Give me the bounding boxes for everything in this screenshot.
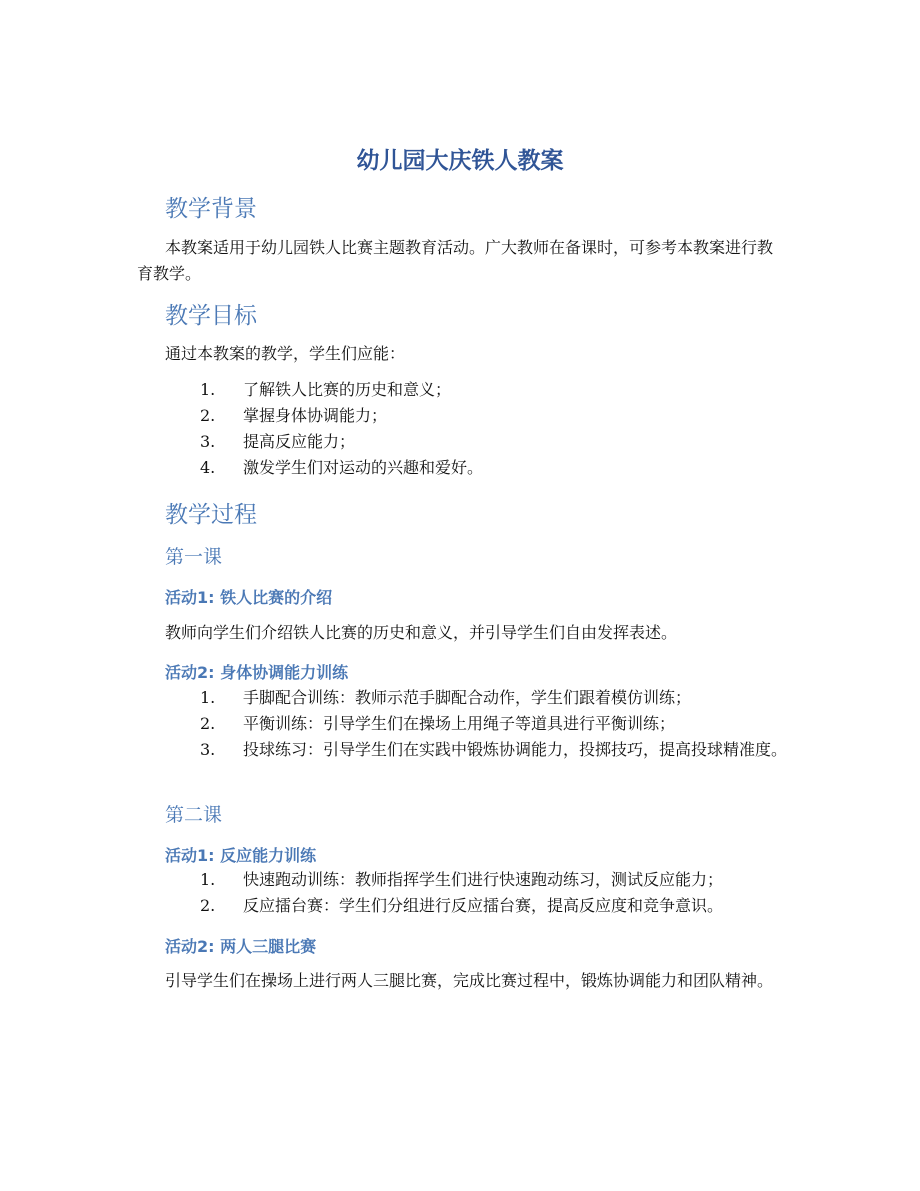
list-item (200, 685, 691, 711)
list-text: 手脚配合训练：教师示范手脚配合动作，学生们跟着模仿训练； (243, 688, 692, 707)
list-text: 激发学生们对运动的兴趣和爱好。 (243, 458, 484, 477)
lesson-heading-1: 第一课 (165, 546, 223, 568)
list-number: 3. (200, 740, 216, 759)
activity-paragraph: 引导学生们在操场上进行两人三腿比赛，完成比赛过程中，锻炼协调能力和团队精神。 (165, 971, 774, 990)
list-item (200, 403, 387, 429)
section-heading-process: 教学过程 (165, 502, 257, 528)
list-number: 4. (200, 458, 216, 477)
list-text: 快速跑动训练：教师指挥学生们进行快速跑动练习，测试反应能力； (243, 870, 724, 889)
list-item (165, 737, 787, 763)
list-text: 平衡训练：引导学生们在操场上用绳子等道具进行平衡训练； (243, 714, 676, 733)
list-item (200, 377, 451, 403)
background-paragraph: 本教案适用于幼儿园铁人比赛主题教育活动。广大教师在备课时，可参考本教案进行教育教学。 (137, 238, 774, 283)
activity-heading: 活动2: 两人三腿比赛 (165, 937, 317, 956)
list-item (200, 893, 723, 919)
activity-heading: 活动1: 反应能力训练 (165, 846, 317, 865)
list-number: 2. (200, 406, 216, 425)
list-text: 投球练习：引导学生们在实践中锻炼协调能力，投掷技巧，提高投球精准度。 (243, 740, 788, 759)
list-number: 2. (200, 714, 216, 733)
activity-paragraph: 教师向学生们介绍铁人比赛的历史和意义，并引导学生们自由发挥表述。 (165, 623, 678, 642)
list-number: 2. (200, 896, 216, 915)
list-item (200, 711, 675, 737)
list-item (200, 455, 483, 481)
document-title: 幼儿园大庆铁人教案 (356, 148, 564, 174)
list-number: 3. (200, 432, 216, 451)
section-heading-goals: 教学目标 (165, 303, 257, 329)
list-text: 提高反应能力； (243, 432, 356, 451)
goals-intro: 通过本教案的教学，学生们应能： (165, 344, 406, 363)
list-text: 反应擂台赛：学生们分组进行反应擂台赛，提高反应度和竞争意识。 (243, 896, 724, 915)
section-heading-background: 教学背景 (165, 196, 257, 222)
list-text: 了解铁人比赛的历史和意义； (243, 380, 452, 399)
lesson-heading-2: 第二课 (165, 804, 223, 826)
list-number: 1. (200, 380, 216, 399)
activity-heading: 活动1: 铁人比赛的介绍 (165, 588, 333, 607)
list-item (200, 867, 723, 893)
list-item (200, 429, 355, 455)
list-number: 1. (200, 688, 216, 707)
list-text: 掌握身体协调能力； (243, 406, 388, 425)
activity-heading: 活动2: 身体协调能力训练 (165, 663, 349, 682)
list-number: 1. (200, 870, 216, 889)
